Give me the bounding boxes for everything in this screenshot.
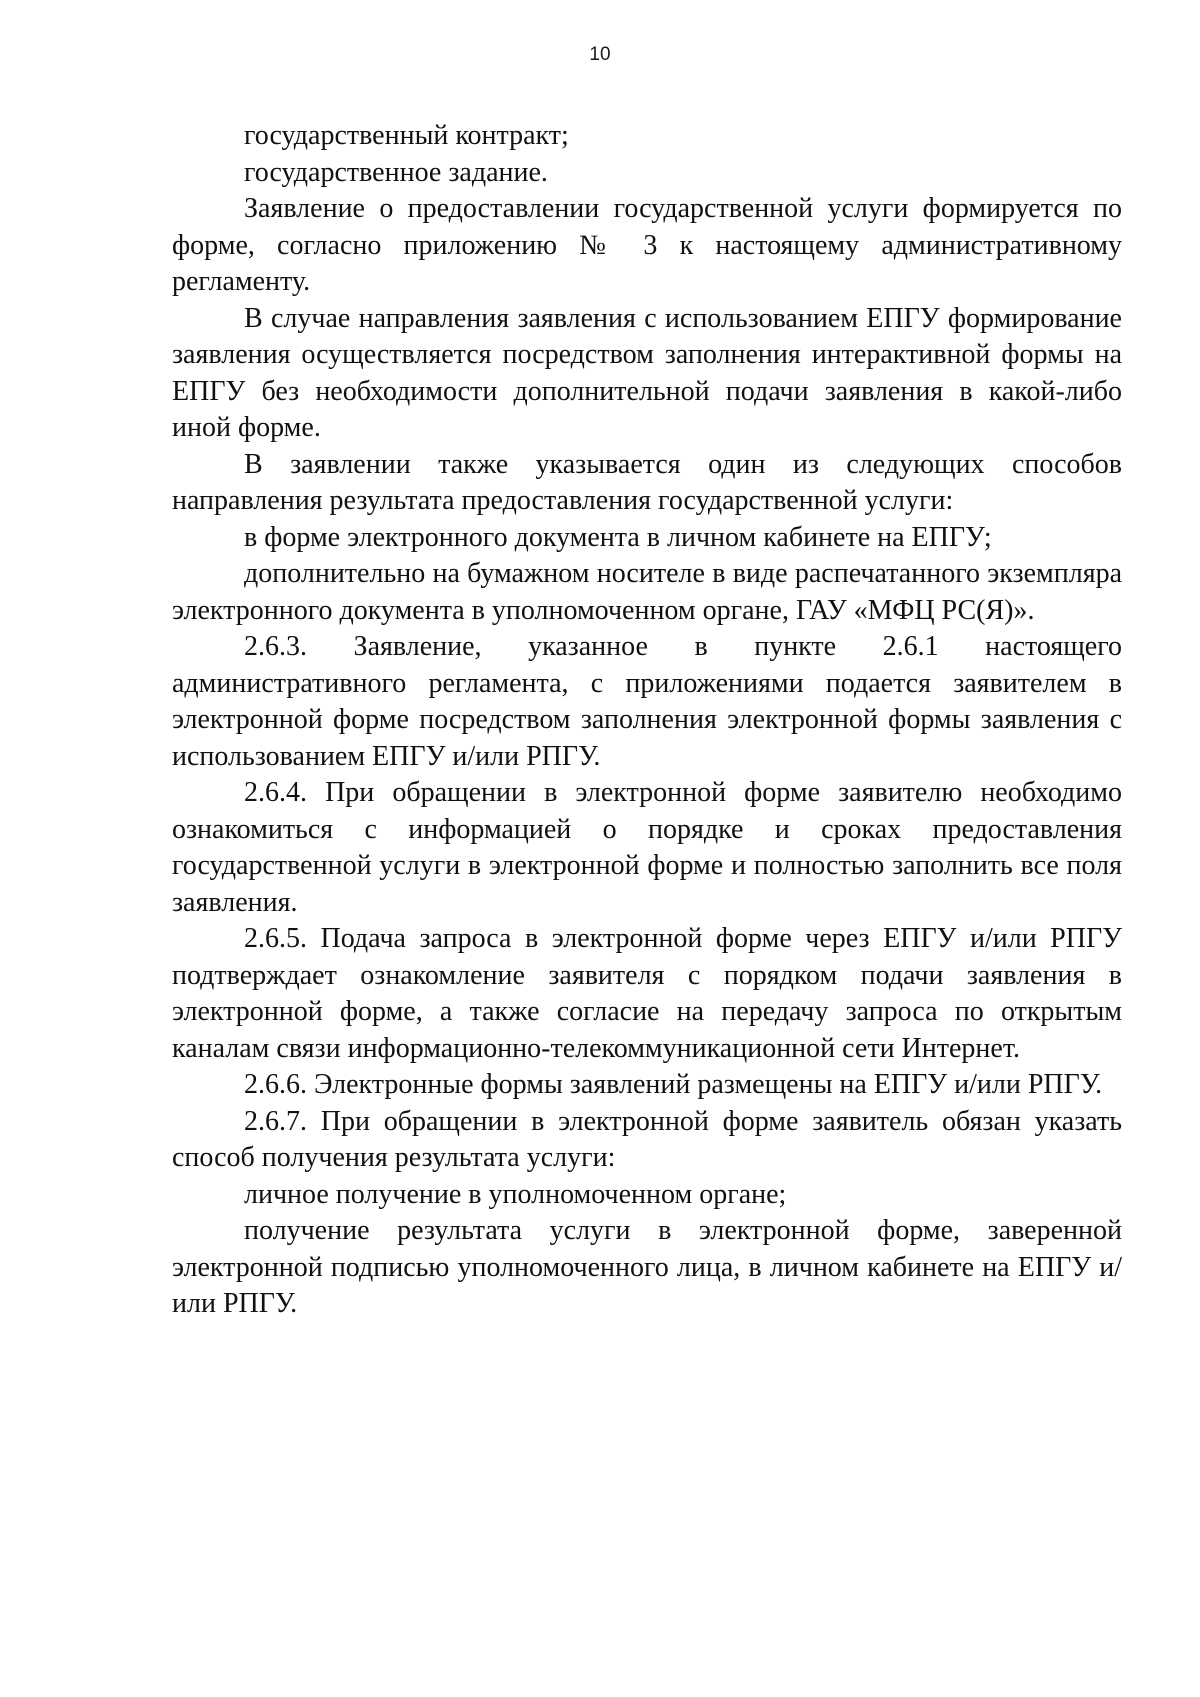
paragraph: 2.6.7. При обращении в электронной форме заявитель обязан указать способ получения результата услуги: [172,1105,1122,1173]
paragraph: дополнительно на бумажном носителе в виде распечатанного экземпляра электронного документа в уполномоченном органе, ГАУ «МФЦ РС(Я)». [172,558,1122,626]
paragraph: в форме электронного документа в личном кабинете на ЕПГУ; [244,521,992,553]
paragraph: государственное задание. [244,156,548,188]
paragraph: В случае направления заявления с использованием ЕПГУ формирование заявления осуществляется посредством заполнения интерактивной формы на ЕПГУ без необходимости дополнительной подачи заявления в какой-либо иной форме. [172,302,1122,443]
paragraph: государственный контракт; [244,120,569,151]
paragraph: 2.6.6. Электронные формы заявлений размещены на ЕПГУ и/или РПГУ. [244,1069,1103,1100]
paragraph: В заявлении также указывается один из следующих способов направления результата предоставления государственной услуги: [172,448,1122,516]
document-body [172,118,1122,1323]
paragraph: 2.6.4. При обращении в электронной форме заявителю необходимо ознакомиться с информацией о порядке и сроках предоставления государственной услуги в электронной форме и полностью заполнить все поля заявления. [172,777,1122,918]
paragraph: 2.6.3. Заявление, указанное в пункте 2.6.1 настоящего административного регламента, с приложениями подается заявителем в электронной форме посредством заполнения электронной формы заявления с использованием ЕПГУ и/или РПГУ. [172,631,1122,772]
page-number: 10 [589,44,611,65]
paragraph: личное получение в уполномоченном органе; [244,1178,787,1210]
paragraph: 2.6.5. Подача запроса в электронной форме через ЕПГУ и/или РПГУ подтверждает ознакомление заявителя с порядком подачи заявления в электронной форме, а также согласие на передачу запроса по открытым каналам связи информационно-телекоммуникационной сети Интернет. [172,923,1122,1064]
paragraph: Заявление о предоставлении государственной услуги формируется по форме, согласно приложению № 3 к настоящему административному регламенту. [172,193,1122,297]
paragraph: получение результата услуги в электронной форме, заверенной электронной подписью уполномоченного лица, в личном кабинете на ЕПГУ и/или РПГУ. [172,1215,1122,1319]
